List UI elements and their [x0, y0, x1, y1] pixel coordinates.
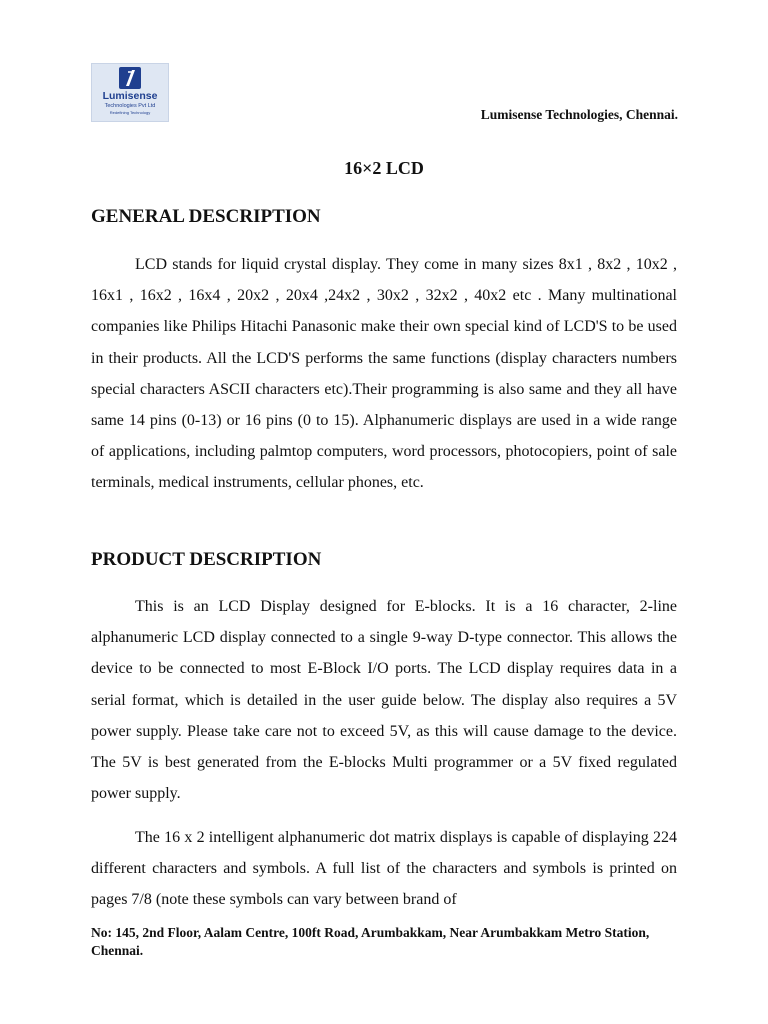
logo-name: Lumisense: [102, 90, 158, 102]
product-description-heading: PRODUCT DESCRIPTION: [91, 549, 322, 570]
general-description-heading: GENERAL DESCRIPTION: [91, 206, 321, 227]
general-description-text: LCD stands for liquid crystal display. They come in many sizes 8x1 , 8x2 , 10x2 , 16x1 , 16x2 , 16x4 , 20x2 , 20x4 ,24x2 , 30x2 , 32x2 , 40x2 etc . Many multinational companies like Philips Hitachi Panasonic make their own special kind of LCD'S to be used in their products. All the LCD'S performs the same functions (display characters numbers special characters ASCII characters etc).Their programming is also same and they all have same 14 pins (0-13) or 16 pins (0 to 15). Alphanumeric displays are used in a wide range of applications, including palmtop computers, word processors, photocopiers, point of sale terminals, medical instruments, cellular phones, etc.: [91, 256, 677, 492]
logo-tagline: Redefining Technology: [109, 110, 151, 115]
company-logo: [91, 63, 169, 122]
footer-address: No: 145, 2nd Floor, Aalam Centre, 100ft Road, Arumbakkam, Near Arumbakkam Metro Station, Chennai.: [91, 925, 650, 958]
logo-subtitle: Technologies Pvt Ltd: [104, 103, 156, 109]
product-description-paragraph-1: This is an LCD Display designed for E-blocks. It is a 16 character, 2-line alphanumeric LCD display connected to a single 9-way D-type connector. This allows the device to be connected to most E-Block I/O ports. The LCD display requires data in a serial format, which is detailed in the user guide below. The display also requires a 5V power supply. Please take care not to exceed 5V, as this will cause damage to the device. The 5V is best generated from the E-blocks Multi programmer or a 5V fixed regulated power supply.: [91, 598, 677, 803]
product-description-paragraph-2: The 16 x 2 intelligent alphanumeric dot matrix displays is capable of displaying 224 different characters and symbols. A full list of the characters and symbols is printed on pages 7/8 (note these symbols can vary between brand of: [91, 829, 677, 909]
document-title: 16×2 LCD: [344, 158, 424, 178]
company-name: Lumisense Technologies, Chennai.: [480, 107, 678, 122]
